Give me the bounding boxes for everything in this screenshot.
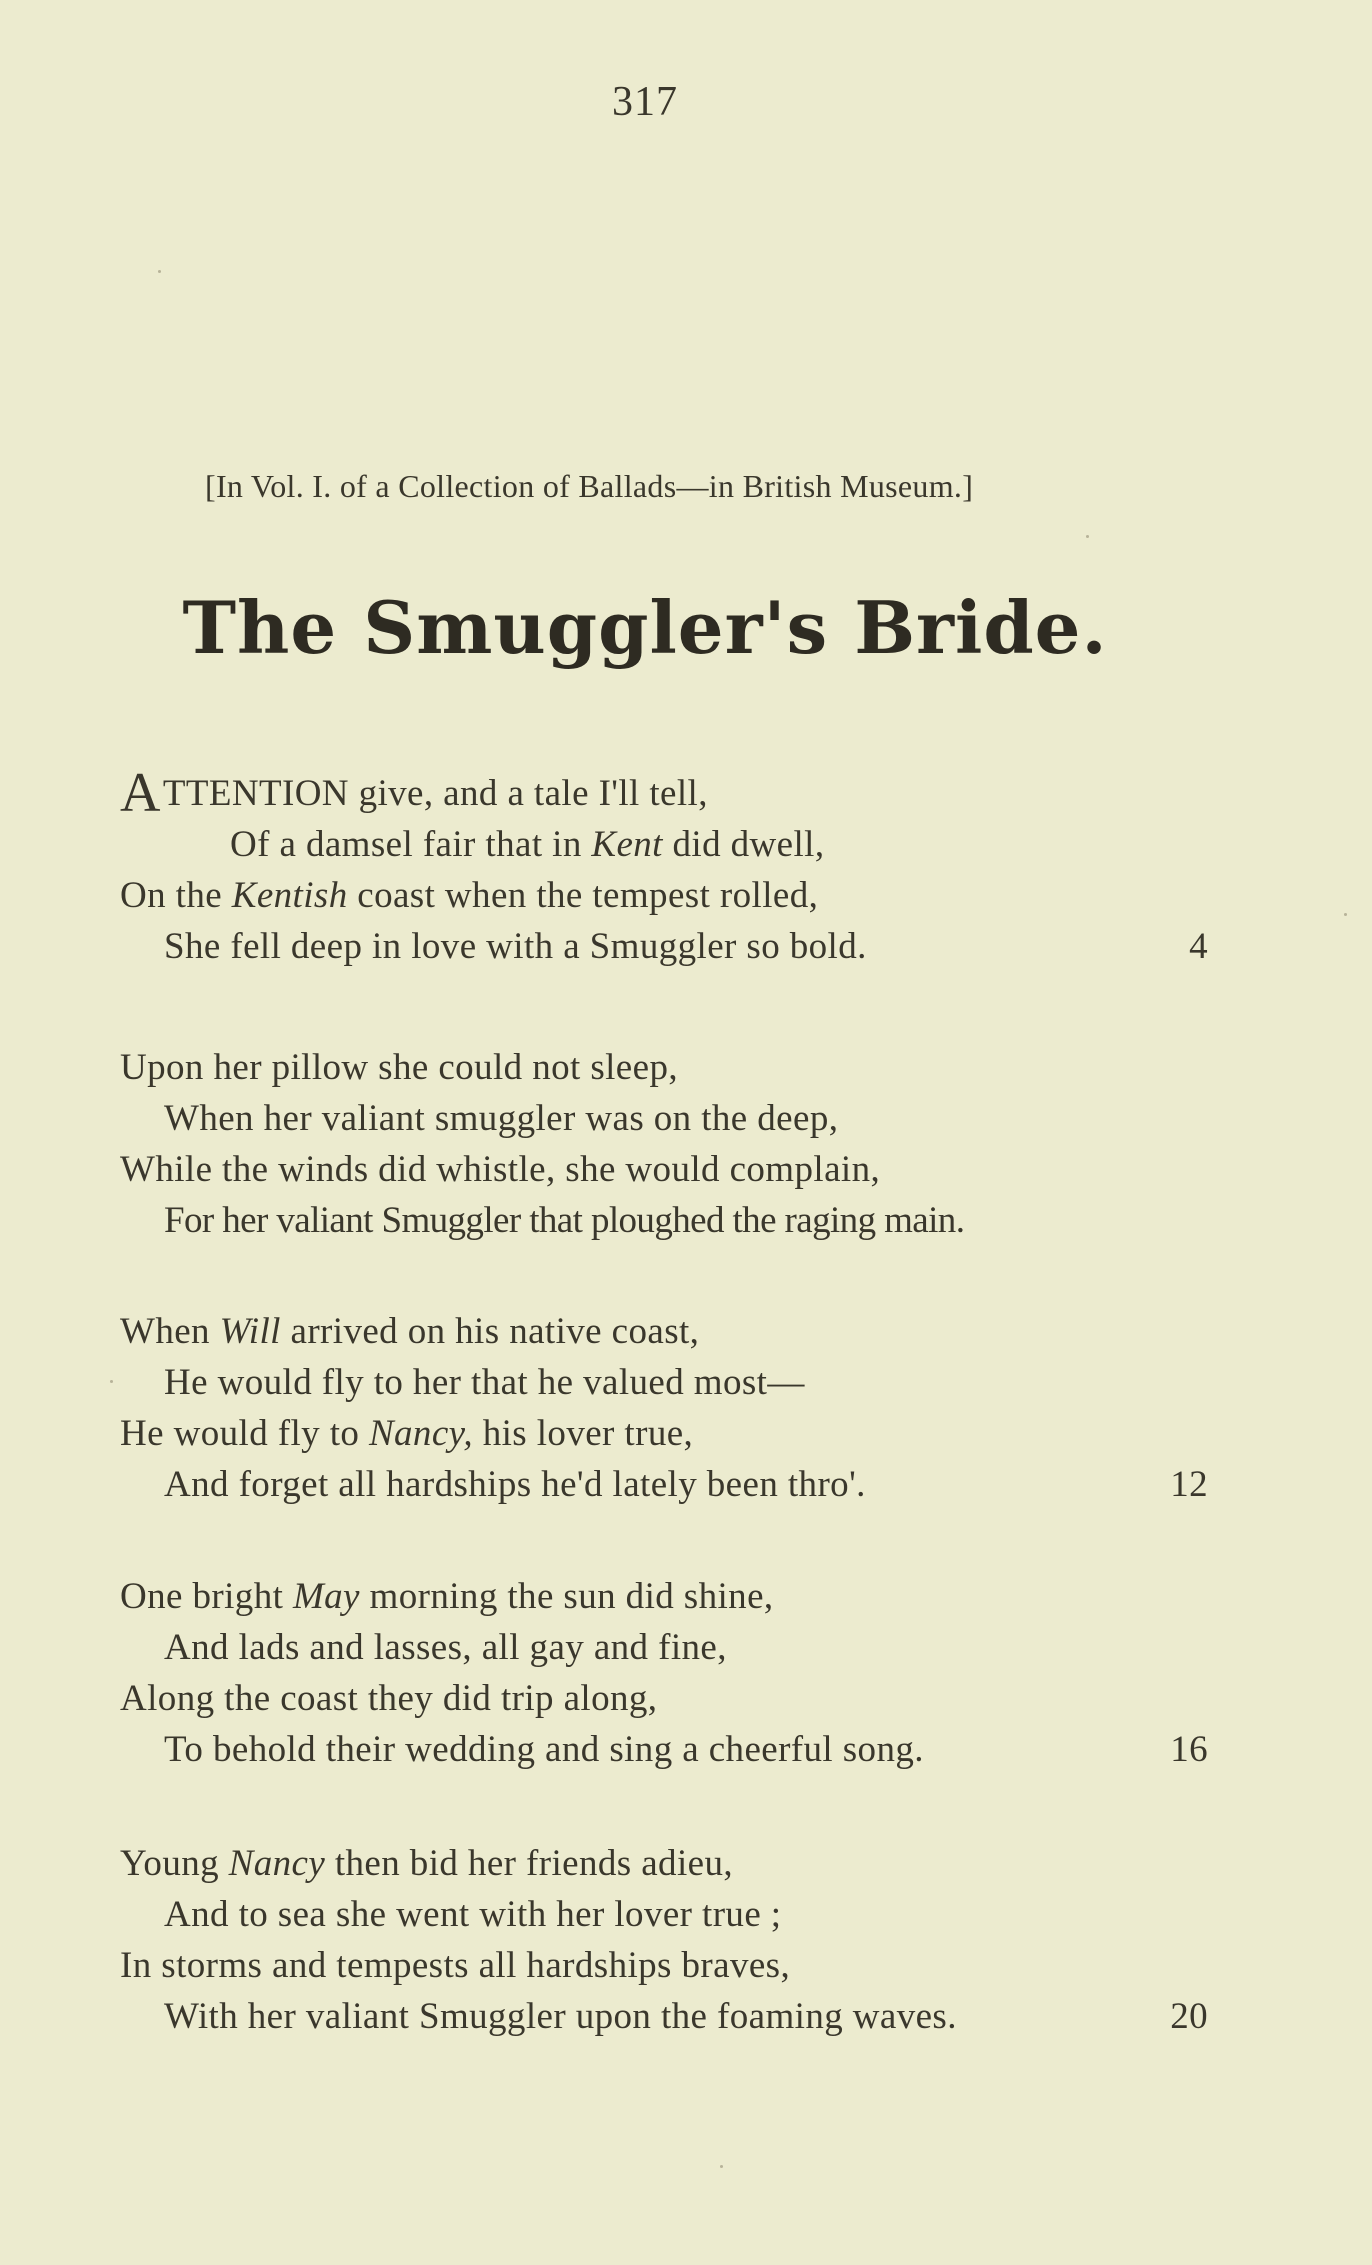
verse-line: In storms and tempests all hardships braves, — [120, 1945, 791, 1986]
verse-line: When Will arrived on his native coast, — [120, 1311, 700, 1352]
verse-line: ATTENTION give, and a tale I'll tell, — [120, 762, 708, 824]
stanza-5 — [120, 1838, 1208, 2042]
paper-speck — [158, 270, 161, 273]
verse-line: Young Nancy then bid her friends adieu, — [120, 1843, 733, 1884]
drop-cap: A — [120, 762, 161, 824]
verse-line: Upon her pillow she could not sleep, — [120, 1047, 678, 1088]
verse-line: On the Kentish coast when the tempest rolled, — [120, 875, 819, 916]
paper-speck — [110, 1380, 113, 1383]
verse-line: To behold their wedding and sing a cheerful song. 16 — [120, 1724, 1200, 1775]
verse-line: He would fly to her that he valued most— — [164, 1362, 805, 1403]
verse-line: One bright May morning the sun did shine, — [120, 1576, 774, 1617]
stanza-1 — [120, 762, 1208, 972]
ballad-title: The Smuggler's Bride. — [182, 585, 1108, 670]
page-number: 317 — [612, 79, 678, 125]
verse-line: And to sea she went with her lover true ; — [164, 1894, 782, 1935]
verse-line: While the winds did whistle, she would complain, — [120, 1149, 881, 1190]
line-number: 16 — [1170, 1729, 1208, 1770]
verse-line: With her valiant Smuggler upon the foaming waves. 20 — [120, 1991, 1200, 2042]
verse-line: Along the coast they did trip along, — [120, 1678, 658, 1719]
verse-line: And lads and lasses, all gay and fine, — [164, 1627, 727, 1668]
paper-speck — [1086, 535, 1089, 538]
verse-line: He would fly to Nancy, his lover true, — [120, 1413, 694, 1454]
verse-line: And forget all hardships he'd lately been thro'. 12 — [120, 1459, 1200, 1510]
line-number: 20 — [1170, 1996, 1208, 2037]
paper-speck — [1344, 913, 1347, 916]
line-number: 4 — [1189, 926, 1208, 967]
stanza-3 — [120, 1306, 1208, 1510]
stanza-4 — [120, 1571, 1208, 1775]
source-note: [In Vol. I. of a Collection of Ballads—in British Museum.] — [205, 468, 974, 504]
verse-line: She fell deep in love with a Smuggler so bold. 4 — [120, 921, 1200, 972]
verse-line: When her valiant smuggler was on the deep, — [164, 1098, 839, 1139]
paper-speck — [720, 2165, 723, 2168]
verse-line: Of a damsel fair that in Kent did dwell, — [230, 824, 825, 865]
line-number: 12 — [1170, 1464, 1208, 1505]
verse-line: For her valiant Smuggler that ploughed the raging main. — [164, 1200, 965, 1241]
stanza-2 — [120, 1042, 1200, 1246]
